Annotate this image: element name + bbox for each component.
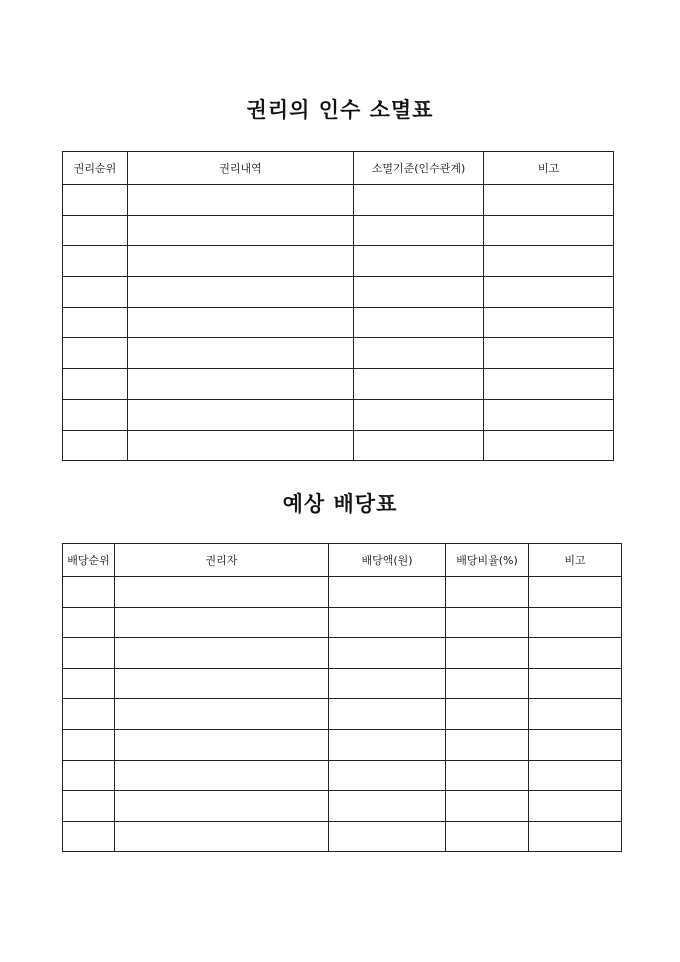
table-header-row	[63, 152, 614, 185]
expected-distribution-table	[62, 543, 622, 852]
table-cell[interactable]	[63, 277, 128, 308]
table-cell[interactable]	[484, 215, 614, 246]
table-cell[interactable]	[529, 791, 622, 822]
table-row	[63, 668, 622, 699]
table-cell[interactable]	[446, 729, 529, 760]
table-cell[interactable]	[354, 430, 484, 461]
table-cell[interactable]	[128, 246, 354, 277]
table-cell[interactable]	[529, 607, 622, 638]
table-row	[63, 821, 622, 852]
table-cell[interactable]	[354, 185, 484, 216]
table-row	[63, 369, 614, 400]
rights-extinction-table	[62, 151, 614, 461]
table-cell[interactable]	[128, 307, 354, 338]
table-cell[interactable]	[484, 246, 614, 277]
table-cell[interactable]	[63, 338, 128, 369]
header-extinction-basis: 소멸기준(인수관계)	[354, 152, 484, 185]
table-cell[interactable]	[529, 577, 622, 608]
table-cell[interactable]	[484, 430, 614, 461]
table-cell[interactable]	[329, 638, 446, 669]
table-cell[interactable]	[63, 760, 115, 791]
table-cell[interactable]	[529, 699, 622, 730]
table-cell[interactable]	[128, 277, 354, 308]
table-cell[interactable]	[354, 277, 484, 308]
table-cell[interactable]	[63, 791, 115, 822]
table-row	[63, 430, 614, 461]
table-cell[interactable]	[63, 399, 128, 430]
table-cell[interactable]	[63, 638, 115, 669]
table-cell[interactable]	[484, 277, 614, 308]
table-cell[interactable]	[128, 338, 354, 369]
table-cell[interactable]	[529, 760, 622, 791]
table-cell[interactable]	[354, 215, 484, 246]
table-cell[interactable]	[128, 369, 354, 400]
table-cell[interactable]	[446, 607, 529, 638]
table-cell[interactable]	[529, 668, 622, 699]
table-cell[interactable]	[329, 668, 446, 699]
table-cell[interactable]	[115, 821, 329, 852]
table-cell[interactable]	[484, 338, 614, 369]
table-row	[63, 246, 614, 277]
table-cell[interactable]	[329, 821, 446, 852]
table-cell[interactable]	[529, 821, 622, 852]
table-cell[interactable]	[484, 399, 614, 430]
header-right-holder: 권리자	[115, 544, 329, 577]
table-cell[interactable]	[63, 430, 128, 461]
table-row	[63, 185, 614, 216]
table-cell[interactable]	[128, 430, 354, 461]
table-row	[63, 729, 622, 760]
table-cell[interactable]	[115, 607, 329, 638]
header-rank: 배당순위	[63, 544, 115, 577]
table-cell[interactable]	[446, 760, 529, 791]
table-row	[63, 277, 614, 308]
table-cell[interactable]	[63, 215, 128, 246]
table-cell[interactable]	[329, 699, 446, 730]
header-amount: 배당액(원)	[329, 544, 446, 577]
table-row	[63, 760, 622, 791]
table-cell[interactable]	[354, 399, 484, 430]
header-ratio: 배당비율(%)	[446, 544, 529, 577]
table-cell[interactable]	[128, 399, 354, 430]
header-remarks: 비고	[484, 152, 614, 185]
table-row	[63, 338, 614, 369]
table-cell[interactable]	[329, 577, 446, 608]
table-cell[interactable]	[63, 668, 115, 699]
table-cell[interactable]	[63, 246, 128, 277]
table-cell[interactable]	[63, 577, 115, 608]
table-cell[interactable]	[115, 699, 329, 730]
header-remarks: 비고	[529, 544, 622, 577]
table-cell[interactable]	[329, 791, 446, 822]
table-cell[interactable]	[446, 699, 529, 730]
table-cell[interactable]	[63, 185, 128, 216]
table-cell[interactable]	[354, 369, 484, 400]
table-cell[interactable]	[115, 791, 329, 822]
table-cell[interactable]	[484, 369, 614, 400]
table-cell[interactable]	[63, 607, 115, 638]
table-cell[interactable]	[446, 791, 529, 822]
table-cell[interactable]	[329, 729, 446, 760]
table-cell[interactable]	[115, 760, 329, 791]
table-cell[interactable]	[446, 821, 529, 852]
table-cell[interactable]	[63, 369, 128, 400]
table-header-row	[63, 544, 622, 577]
table-cell[interactable]	[484, 307, 614, 338]
table-cell[interactable]	[115, 729, 329, 760]
table-row	[63, 307, 614, 338]
table-cell[interactable]	[329, 607, 446, 638]
table-cell[interactable]	[63, 729, 115, 760]
table-row	[63, 607, 622, 638]
table-cell[interactable]	[529, 729, 622, 760]
distribution-table-title: 예상 배당표	[282, 492, 398, 516]
table-cell[interactable]	[354, 307, 484, 338]
table-cell[interactable]	[115, 668, 329, 699]
table-cell[interactable]	[128, 215, 354, 246]
table-row	[63, 699, 622, 730]
table-row	[63, 791, 622, 822]
table-row	[63, 638, 622, 669]
table-cell[interactable]	[63, 307, 128, 338]
table-cell[interactable]	[63, 699, 115, 730]
table-cell[interactable]	[115, 577, 329, 608]
table-cell[interactable]	[115, 638, 329, 669]
table-cell[interactable]	[329, 760, 446, 791]
table-body	[63, 577, 622, 852]
table-cell[interactable]	[484, 185, 614, 216]
table-row	[63, 215, 614, 246]
header-rank: 권리순위	[63, 152, 128, 185]
rights-table-title: 권리의 인수 소멸표	[246, 98, 434, 122]
table-cell[interactable]	[354, 246, 484, 277]
table-cell[interactable]	[446, 638, 529, 669]
table-cell[interactable]	[446, 668, 529, 699]
table-cell[interactable]	[128, 185, 354, 216]
table-row	[63, 399, 614, 430]
table-cell[interactable]	[63, 821, 115, 852]
table-cell[interactable]	[354, 338, 484, 369]
header-rights-detail: 권리내역	[128, 152, 354, 185]
table-cell[interactable]	[446, 577, 529, 608]
table-body	[63, 185, 614, 461]
table-cell[interactable]	[529, 638, 622, 669]
table-row	[63, 577, 622, 608]
